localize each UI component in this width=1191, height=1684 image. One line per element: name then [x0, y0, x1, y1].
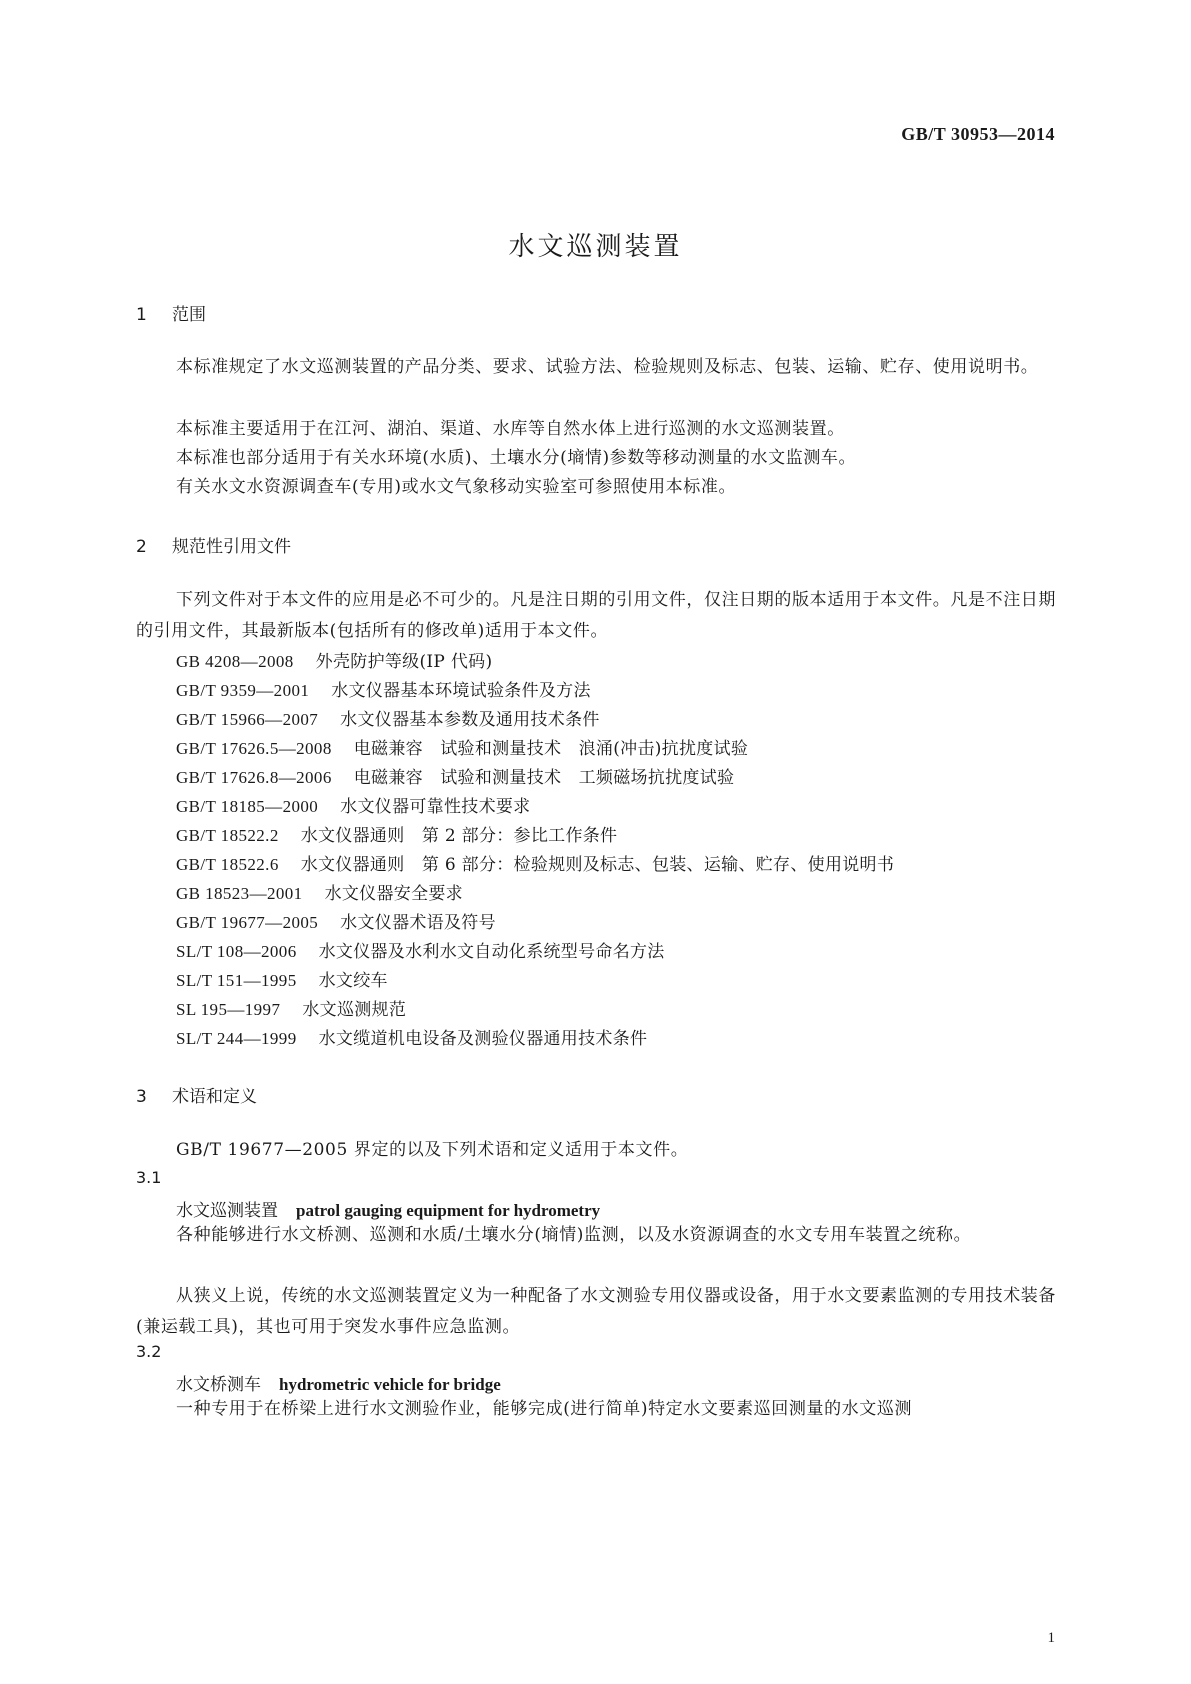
term-number: 3.1	[136, 1168, 162, 1187]
reference-code: GB/T 18522.2	[176, 826, 279, 845]
reference-code: SL/T 244—1999	[176, 1029, 297, 1048]
standard-code: GB/T 30953—2014	[901, 124, 1055, 144]
term-heading	[176, 1370, 501, 1395]
section-title: 范围	[172, 305, 206, 325]
reference-item	[176, 791, 530, 823]
reference-code: GB/T 17626.5—2008	[176, 739, 332, 758]
reference-code: SL 195—1997	[176, 1000, 281, 1019]
reference-code: SL/T 151—1995	[176, 971, 297, 990]
reference-code: GB/T 9359—2001	[176, 681, 310, 700]
page-number: 1	[1047, 1630, 1055, 1646]
reference-item	[176, 907, 496, 939]
reference-code: GB/T 19677—2005	[176, 913, 319, 932]
reference-title: 外壳防护等级(IP 代码)	[315, 652, 493, 672]
term-chinese: 水文桥测车	[176, 1375, 261, 1395]
reference-item	[176, 878, 463, 910]
paragraph: 各种能够进行水文桥测、巡测和水质/土壤水分(墒情)监测，以及水资源调查的水文专用车装置之统称。	[176, 1225, 972, 1245]
reference-item	[176, 965, 388, 997]
section-2-heading	[136, 532, 291, 557]
reference-code: GB 4208—2008	[176, 652, 294, 671]
reference-item	[176, 936, 665, 968]
reference-title: 水文仪器安全要求	[324, 884, 463, 904]
reference-title: 水文仪器基本环境试验条件及方法	[331, 681, 591, 701]
reference-title: 电磁兼容 试验和测量技术 工频磁场抗扰度试验	[353, 768, 735, 788]
section-number: 2	[136, 537, 147, 557]
paragraph: GB/T 19677—2005 界定的以及下列术语和定义适用于本文件。	[176, 1140, 689, 1160]
reference-title: 电磁兼容 试验和测量技术 浪涌(冲击)抗扰度试验	[353, 739, 749, 759]
reference-item	[176, 849, 894, 881]
reference-code: GB/T 18522.6	[176, 855, 279, 874]
reference-item	[176, 704, 600, 736]
reference-code: GB/T 17626.8—2006	[176, 768, 332, 787]
paragraph: 从狭义上说，传统的水文巡测装置定义为一种配备了水文测验专用仪器或设备，用于水文要素监测的专用技术装备(兼运载工具)，其也可用于突发水事件应急监测。	[136, 1286, 1056, 1337]
reference-title: 水文仪器通则 第 2 部分：参比工作条件	[300, 826, 618, 846]
reference-code: GB 18523—2001	[176, 884, 303, 903]
paragraph: 本标准主要适用于在江河、湖泊、渠道、水库等自然水体上进行巡测的水文巡测装置。	[176, 419, 845, 439]
reference-title: 水文仪器术语及符号	[340, 913, 496, 933]
section-3-heading	[136, 1082, 257, 1107]
reference-item	[176, 762, 734, 794]
section-title: 术语和定义	[172, 1087, 257, 1107]
reference-item	[176, 675, 591, 707]
reference-item	[176, 820, 617, 852]
reference-title: 水文巡测规范	[302, 1000, 407, 1020]
reference-title: 水文仪器基本参数及通用技术条件	[340, 710, 600, 730]
reference-code: GB/T 15966—2007	[176, 710, 319, 729]
section-title: 规范性引用文件	[172, 537, 291, 557]
reference-title: 水文仪器及水利水文自动化系统型号命名方法	[318, 942, 665, 962]
paragraph: 下列文件对于本文件的应用是必不可少的。凡是注日期的引用文件，仅注日期的版本适用于本文件。凡是不注日期的引用文件，其最新版本(包括所有的修改单)适用于本文件。	[136, 590, 1056, 641]
reference-item	[176, 646, 492, 678]
section-1-heading	[136, 300, 206, 325]
reference-code: GB/T 18185—2000	[176, 797, 319, 816]
reference-title: 水文缆道机电设备及测验仪器通用技术条件	[318, 1029, 648, 1049]
section-number: 1	[136, 305, 147, 325]
reference-code: SL/T 108—2006	[176, 942, 297, 961]
term-chinese: 水文巡测装置	[176, 1201, 278, 1221]
reference-title: 水文绞车	[318, 971, 388, 991]
reference-item	[176, 994, 406, 1026]
term-number: 3.2	[136, 1342, 162, 1361]
document-title: 水文巡测装置	[508, 232, 683, 262]
term-english: patrol gauging equipment for hydrometry	[296, 1201, 601, 1220]
section-number: 3	[136, 1087, 147, 1107]
reference-title: 水文仪器通则 第 6 部分：检验规则及标志、包装、运输、贮存、使用说明书	[300, 855, 895, 875]
term-heading	[176, 1196, 600, 1221]
reference-title: 水文仪器可靠性技术要求	[340, 797, 531, 817]
paragraph: 本标准也部分适用于有关水环境(水质)、土壤水分(墒情)参数等移动测量的水文监测车。	[176, 448, 857, 468]
term-english: hydrometric vehicle for bridge	[279, 1375, 501, 1394]
paragraph: 本标准规定了水文巡测装置的产品分类、要求、试验方法、检验规则及标志、包装、运输、贮存、使用说明书。	[176, 357, 1039, 377]
paragraph: 一种专用于在桥梁上进行水文测验作业，能够完成(进行简单)特定水文要素巡回测量的水文巡测	[176, 1399, 913, 1419]
reference-item	[176, 733, 748, 765]
reference-item	[176, 1023, 647, 1055]
paragraph: 有关水文水资源调查车(专用)或水文气象移动实验室可参照使用本标准。	[176, 477, 737, 497]
